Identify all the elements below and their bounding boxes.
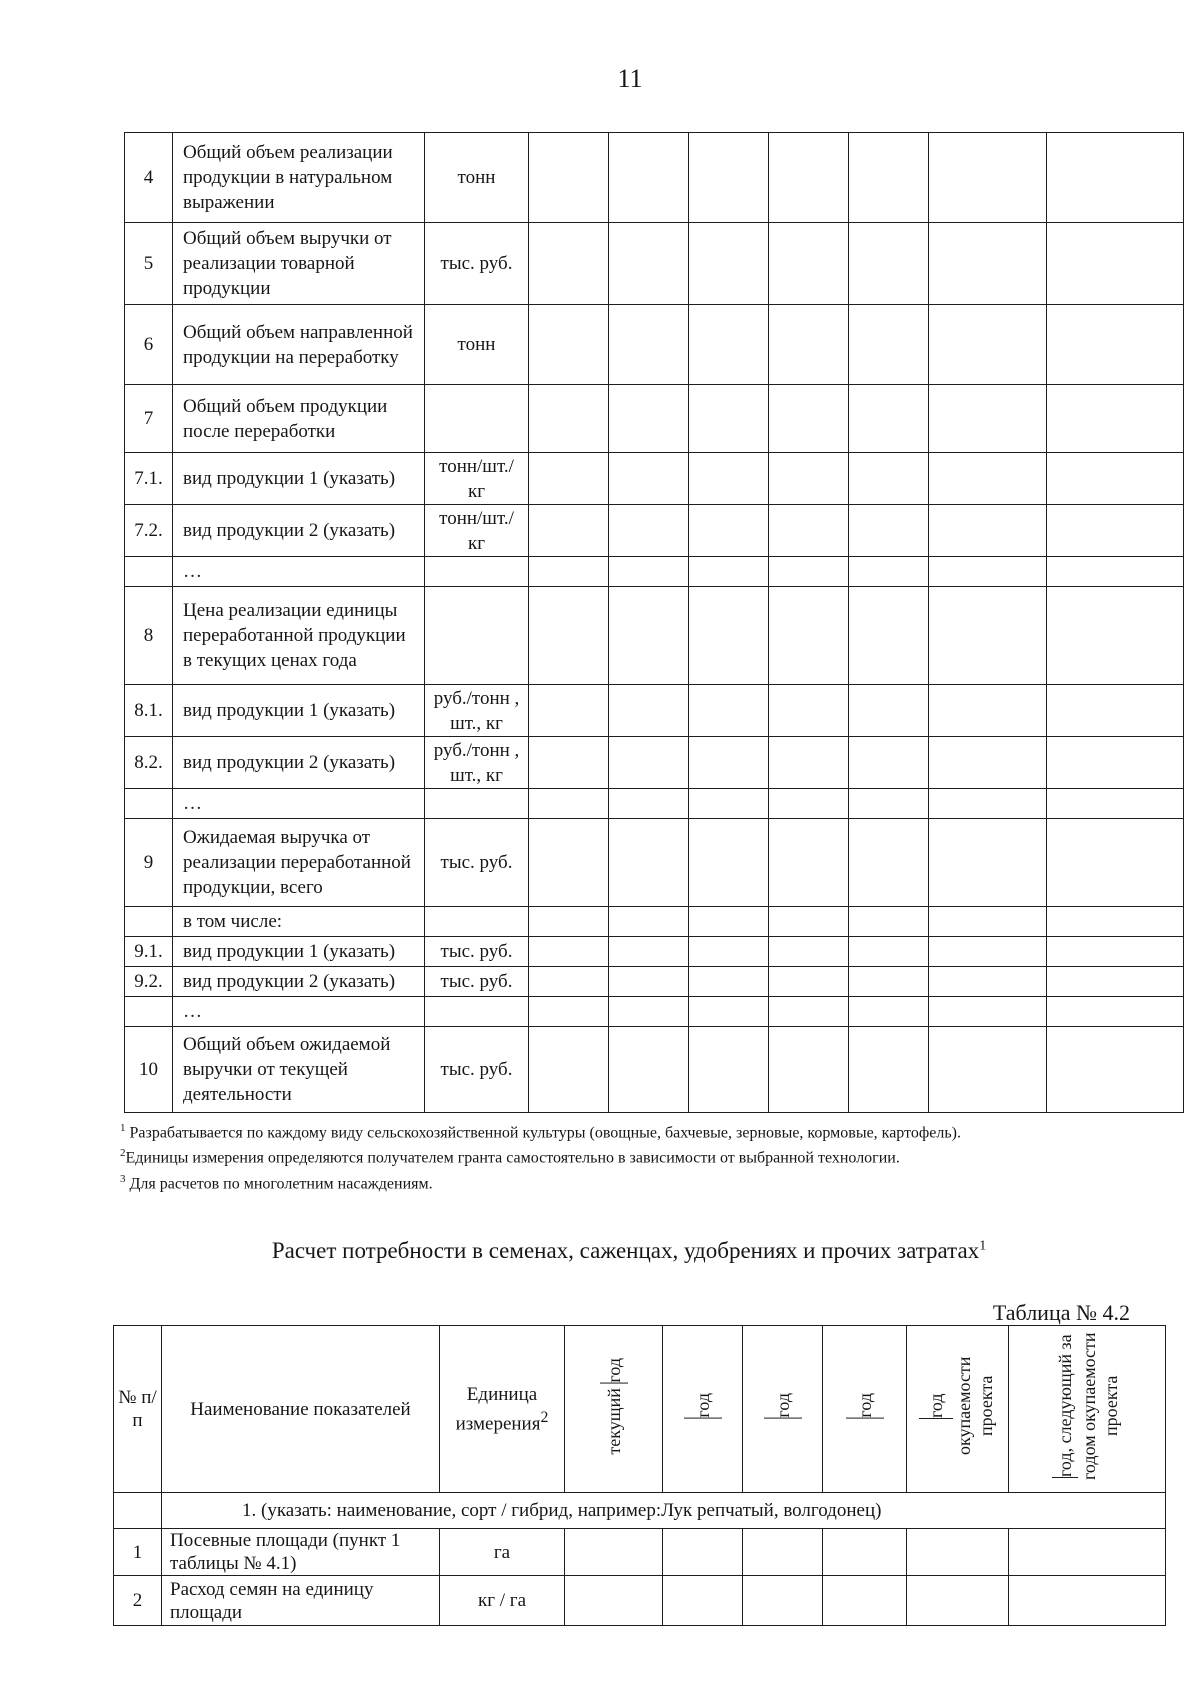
value-cell[interactable] (689, 907, 769, 937)
value-cell[interactable] (529, 223, 609, 305)
row-unit: тыс. руб. (425, 223, 529, 305)
value-cell[interactable] (529, 587, 609, 685)
value-cell[interactable] (609, 587, 689, 685)
value-cell[interactable] (769, 737, 849, 789)
value-cell[interactable] (609, 789, 689, 819)
header-year-3: год (743, 1326, 823, 1493)
footnote-3: $^3$ Для расчетов по многолетним насаждениям. (120, 1172, 433, 1192)
row-unit: тонн/шт./ кг (425, 453, 529, 505)
row-unit: га (440, 1529, 565, 1576)
table-row (125, 557, 1184, 587)
value-cell[interactable] (849, 505, 929, 557)
row-name: Общий объем продукции после переработки (173, 385, 425, 453)
value-cell[interactable] (689, 937, 769, 967)
value-cell[interactable] (769, 907, 849, 937)
value-cell[interactable] (689, 685, 769, 737)
row-num: 9 (125, 819, 173, 907)
row-unit: тонн (425, 305, 529, 385)
crop-row: 1. (указать: наименование, сорт / гибрид, например:Лук репчатый, волгодонец) (162, 1493, 1166, 1529)
table-row (125, 505, 1184, 557)
value-cell[interactable] (769, 453, 849, 505)
row-num (125, 997, 173, 1027)
value-cell[interactable] (849, 305, 929, 385)
footnotes (120, 1118, 1130, 1194)
table-row (125, 737, 1184, 789)
value-cell[interactable] (1009, 1576, 1166, 1626)
value-cell[interactable] (529, 967, 609, 997)
value-cell[interactable] (609, 997, 689, 1027)
value-cell[interactable] (823, 1576, 907, 1626)
header-year-4: год (823, 1326, 907, 1493)
value-cell[interactable] (769, 587, 849, 685)
value-cell[interactable] (663, 1576, 743, 1626)
row-num: 10 (125, 1027, 173, 1113)
row-name: Посевные площади (пункт 1 таблицы № 4.1) (162, 1529, 440, 1576)
footnote-2: $^2$Единицы измерения определяются получателем гранта самостоятельно в зависимости от выбранной технологии. (120, 1147, 900, 1167)
value-cell[interactable] (929, 1027, 1047, 1113)
row-num (125, 789, 173, 819)
row-unit: руб./тонн , шт., кг (425, 737, 529, 789)
row-name: в том числе: (173, 907, 425, 937)
row-unit (425, 997, 529, 1027)
value-cell[interactable] (609, 223, 689, 305)
row-name: … (173, 557, 425, 587)
value-cell[interactable] (929, 587, 1047, 685)
row-unit: тыс. руб. (425, 1027, 529, 1113)
value-cell[interactable] (689, 997, 769, 1027)
row-unit: тонн/шт./ кг (425, 505, 529, 557)
header-unit: Единица измерения$^2$ (440, 1326, 565, 1493)
table-row (125, 937, 1184, 967)
value-cell[interactable] (849, 223, 929, 305)
value-cell[interactable] (849, 385, 929, 453)
value-cell[interactable] (849, 453, 929, 505)
value-cell[interactable] (769, 937, 849, 967)
row-unit: тыс. руб. (425, 819, 529, 907)
value-cell[interactable] (1047, 819, 1184, 907)
value-cell[interactable] (769, 505, 849, 557)
value-cell[interactable] (529, 453, 609, 505)
row-unit: тыс. руб. (425, 967, 529, 997)
table-row (125, 223, 1184, 305)
table-row (125, 133, 1184, 223)
value-cell[interactable] (529, 505, 609, 557)
row-name: Цена реализации единицы переработанной продукции в текущих ценах года (173, 587, 425, 685)
value-cell[interactable] (689, 305, 769, 385)
table-row (125, 1027, 1184, 1113)
row-name: вид продукции 1 (указать) (173, 937, 425, 967)
value-cell[interactable] (823, 1529, 907, 1576)
value-cell[interactable] (689, 967, 769, 997)
value-cell[interactable] (769, 789, 849, 819)
value-cell[interactable] (529, 133, 609, 223)
value-cell[interactable] (929, 305, 1047, 385)
value-cell[interactable] (1047, 737, 1184, 789)
table-row (125, 587, 1184, 685)
value-cell[interactable] (929, 505, 1047, 557)
value-cell[interactable] (689, 505, 769, 557)
value-cell[interactable] (907, 1529, 1009, 1576)
row-num: 9.1. (125, 937, 173, 967)
row-unit: руб./тонн , шт., кг (425, 685, 529, 737)
row-name: Расход семян на единицу площади (162, 1576, 440, 1626)
value-cell[interactable] (769, 223, 849, 305)
table-row (125, 907, 1184, 937)
table-row (125, 385, 1184, 453)
value-cell[interactable] (769, 133, 849, 223)
value-cell[interactable] (849, 557, 929, 587)
footnote-1: $^1$ Разрабатывается по каждому виду сельскохозяйственной культуры (овощные, бахчевые, зерновые, кормовые, картофель). (120, 1122, 961, 1142)
value-cell[interactable] (1009, 1529, 1166, 1576)
value-cell[interactable] (849, 997, 929, 1027)
row-num: 8 (125, 587, 173, 685)
row-name: Общий объем ожидаемой выручки от текущей деятельности (173, 1027, 425, 1113)
row-num: 8.1. (125, 685, 173, 737)
row-name: вид продукции 2 (указать) (173, 967, 425, 997)
table-row (125, 967, 1184, 997)
value-cell[interactable] (1047, 587, 1184, 685)
value-cell[interactable] (609, 505, 689, 557)
value-cell[interactable] (609, 133, 689, 223)
header-year-2: год (663, 1326, 743, 1493)
value-cell[interactable] (743, 1576, 823, 1626)
value-cell[interactable] (929, 819, 1047, 907)
value-cell[interactable] (769, 305, 849, 385)
value-cell[interactable] (929, 937, 1047, 967)
row-name: вид продукции 1 (указать) (173, 453, 425, 505)
value-cell[interactable] (1047, 223, 1184, 305)
value-cell[interactable] (609, 819, 689, 907)
row-num: 6 (125, 305, 173, 385)
value-cell[interactable] (529, 937, 609, 967)
value-cell[interactable] (849, 133, 929, 223)
value-cell[interactable] (929, 737, 1047, 789)
value-cell[interactable] (849, 937, 929, 967)
value-cell[interactable] (565, 1576, 663, 1626)
table-row (125, 997, 1184, 1027)
value-cell[interactable] (1047, 789, 1184, 819)
row-num: 7 (125, 385, 173, 453)
value-cell[interactable] (1047, 967, 1184, 997)
value-cell[interactable] (769, 997, 849, 1027)
value-cell[interactable] (929, 907, 1047, 937)
value-cell[interactable] (609, 737, 689, 789)
value-cell[interactable] (849, 685, 929, 737)
value-cell[interactable] (689, 789, 769, 819)
value-cell[interactable] (769, 557, 849, 587)
row-name: вид продукции 2 (указать) (173, 505, 425, 557)
table-row (125, 789, 1184, 819)
value-cell[interactable] (849, 737, 929, 789)
page-number: 11 (617, 64, 643, 93)
value-cell[interactable] (849, 1027, 929, 1113)
table-row (125, 305, 1184, 385)
row-num: 1 (114, 1529, 162, 1576)
production-table (124, 132, 1184, 1113)
row-unit (425, 557, 529, 587)
row-unit (425, 587, 529, 685)
header-num: № п/п (114, 1326, 162, 1493)
value-cell[interactable] (1047, 305, 1184, 385)
value-cell[interactable] (929, 685, 1047, 737)
row-unit: кг / га (440, 1576, 565, 1626)
row-num: 2 (114, 1576, 162, 1626)
section-heading: Расчет потребности в семенах, саженцах, удобрениях и прочих затратах$^1$ (271, 1238, 987, 1263)
value-cell[interactable] (769, 385, 849, 453)
row-name: Ожидаемая выручка от реализации переработанной продукции, всего (173, 819, 425, 907)
row-num: 7.1. (125, 453, 173, 505)
value-cell[interactable] (609, 937, 689, 967)
table-label: Таблица № 4.2 (992, 1300, 1130, 1325)
header-current-year: текущий год (565, 1326, 663, 1493)
row-name: … (173, 789, 425, 819)
value-cell[interactable] (663, 1529, 743, 1576)
value-cell[interactable] (689, 223, 769, 305)
value-cell[interactable] (849, 967, 929, 997)
value-cell[interactable] (907, 1576, 1009, 1626)
value-cell[interactable] (609, 385, 689, 453)
value-cell[interactable] (689, 819, 769, 907)
value-cell[interactable] (1047, 685, 1184, 737)
table-row (125, 685, 1184, 737)
row-num: 8.2. (125, 737, 173, 789)
value-cell[interactable] (529, 997, 609, 1027)
value-cell[interactable] (529, 819, 609, 907)
value-cell[interactable] (529, 305, 609, 385)
value-cell[interactable] (689, 385, 769, 453)
value-cell[interactable] (929, 557, 1047, 587)
row-name: Общий объем направленной продукции на переработку (173, 305, 425, 385)
value-cell[interactable] (689, 1027, 769, 1113)
value-cell[interactable] (529, 385, 609, 453)
value-cell[interactable] (609, 685, 689, 737)
value-cell[interactable] (1047, 133, 1184, 223)
value-cell[interactable] (689, 453, 769, 505)
row-unit (425, 789, 529, 819)
value-cell[interactable] (565, 1529, 663, 1576)
value-cell[interactable] (609, 305, 689, 385)
value-cell[interactable] (1047, 907, 1184, 937)
value-cell[interactable] (609, 967, 689, 997)
value-cell[interactable] (609, 453, 689, 505)
value-cell[interactable] (689, 557, 769, 587)
value-cell[interactable] (849, 587, 929, 685)
value-cell[interactable] (743, 1529, 823, 1576)
value-cell[interactable] (929, 453, 1047, 505)
row-name: Общий объем реализации продукции в натуральном выражении (173, 133, 425, 223)
row-num (125, 907, 173, 937)
value-cell[interactable] (929, 133, 1047, 223)
value-cell[interactable] (609, 1027, 689, 1113)
value-cell[interactable] (1047, 557, 1184, 587)
row-name: вид продукции 1 (указать) (173, 685, 425, 737)
row-num: 7.2. (125, 505, 173, 557)
value-cell[interactable] (1047, 505, 1184, 557)
row-num: 9.2. (125, 967, 173, 997)
value-cell[interactable] (529, 1027, 609, 1113)
value-cell[interactable] (929, 223, 1047, 305)
value-cell[interactable] (689, 133, 769, 223)
row-unit (425, 385, 529, 453)
value-cell[interactable] (929, 967, 1047, 997)
value-cell[interactable] (689, 587, 769, 685)
table-row (125, 819, 1184, 907)
value-cell[interactable] (769, 967, 849, 997)
value-cell[interactable] (609, 557, 689, 587)
value-cell[interactable] (1047, 1027, 1184, 1113)
value-cell[interactable] (1047, 997, 1184, 1027)
value-cell[interactable] (849, 819, 929, 907)
value-cell[interactable] (529, 685, 609, 737)
value-cell[interactable] (529, 737, 609, 789)
seed-needs-table (113, 1325, 1166, 1626)
row-name: … (173, 997, 425, 1027)
value-cell[interactable] (1047, 937, 1184, 967)
row-unit (425, 907, 529, 937)
header-post-payback-year: год, следующий за годом окупаемости проекта (1009, 1326, 1166, 1493)
value-cell[interactable] (849, 907, 929, 937)
row-name: Общий объем выручки от реализации товарной продукции (173, 223, 425, 305)
row-unit: тонн (425, 133, 529, 223)
value-cell[interactable] (849, 789, 929, 819)
value-cell[interactable] (929, 385, 1047, 453)
value-cell[interactable] (529, 907, 609, 937)
value-cell[interactable] (769, 685, 849, 737)
row-unit: тыс. руб. (425, 937, 529, 967)
header-name: Наименование показателей (162, 1326, 440, 1493)
value-cell[interactable] (929, 789, 1047, 819)
value-cell[interactable] (769, 819, 849, 907)
table-row (125, 453, 1184, 505)
row-num: 5 (125, 223, 173, 305)
value-cell[interactable] (609, 907, 689, 937)
header-payback-year: год окупаемости проекта (907, 1326, 1009, 1493)
row-num: 4 (125, 133, 173, 223)
row-num (125, 557, 173, 587)
row-name: вид продукции 2 (указать) (173, 737, 425, 789)
value-cell[interactable] (689, 737, 769, 789)
value-cell[interactable] (529, 789, 609, 819)
value-cell[interactable] (929, 997, 1047, 1027)
value-cell[interactable] (529, 557, 609, 587)
value-cell[interactable] (1047, 385, 1184, 453)
value-cell[interactable] (1047, 453, 1184, 505)
value-cell[interactable] (769, 1027, 849, 1113)
crop-row-num (114, 1493, 162, 1529)
